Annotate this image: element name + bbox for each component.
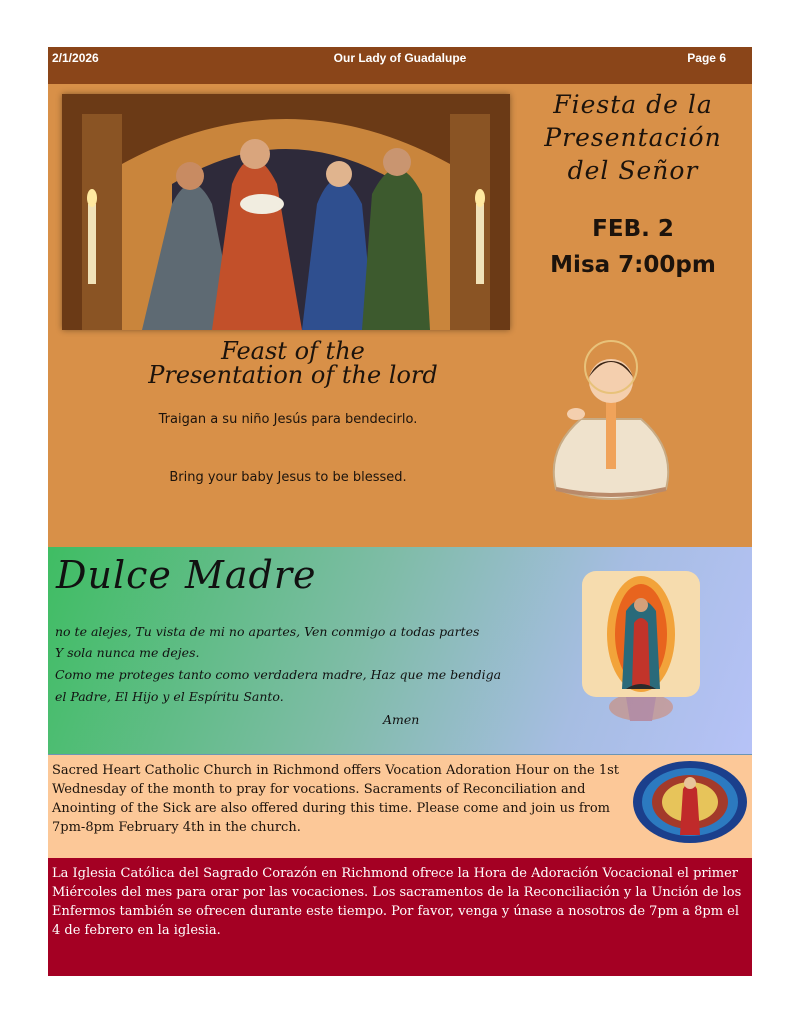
adoration-text-spanish: La Iglesia Católica del Sagrado Corazón en Richmond ofrece la Hora de Adoración Vocacional el primer Miércoles del mes para orar por las vocaciones. Los sacramentos de la Reconciliación y la Unción de los Enfermos también se ofrecen durante este tiempo. Por favor, venga y únase a nosotros de 7pm a 8pm el 4 de febrero en la iglesia. [52,866,742,938]
mass-time: Misa 7:00pm [550,252,716,278]
feast-date: FEB. 2 [592,216,674,242]
prayer-line: el Padre, El Hijo y el Espíritu Santo. [55,689,284,704]
feast-section [48,84,752,547]
adoration-text-english: Sacred Heart Catholic Church in Richmond offers Vocation Adoration Hour on the 1st Wednesday of the month to pray for vocations. Sacraments of Reconciliation and Anointing of the Sick are also offered during this time. Please come and join us from 7pm-8pm February 4th in the church. [52,763,619,835]
prayer-closing: Amen [383,712,420,727]
vocation-adoration-english [48,755,752,858]
feast-title-spanish-line: Fiesta de la [553,90,713,119]
our-lady-of-guadalupe-image [582,571,700,697]
feast-title-english [98,339,488,387]
prayer-line: no te alejes, Tu vista de mi no apartes, Ven conmigo a todas partes [55,624,480,639]
prayer-title: Dulce Madre [56,553,317,597]
feast-title-english-line: Feast of the [221,337,365,365]
prayer-line: Y sola nunca me dejes. [55,645,200,660]
feast-title-spanish-line: Presentación [544,123,722,152]
prayer-section [48,547,752,755]
blessing-message-english: Bring your baby Jesus to be blessed. [169,470,407,485]
vocation-adoration-spanish [48,858,752,976]
blessing-message-spanish: Traigan a su niño Jesús para bendecirlo. [158,412,418,427]
feast-title-spanish [518,88,748,187]
prayer-line: Como me proteges tanto como verdadera madre, Haz que me bendiga [55,667,502,682]
our-lady-of-guadalupe-reflection [582,697,700,737]
stained-glass-window-image [631,759,749,845]
presentation-painting [62,94,510,330]
feast-title-english-line: Presentation of the lord [148,361,438,389]
header-page-number: Page 6 [687,51,726,65]
header-parish-name: Our Lady of Guadalupe [333,51,467,65]
page-header [48,47,752,84]
header-date: 2/1/2026 [52,51,99,65]
feast-title-spanish-line: del Señor [567,156,699,185]
baby-jesus-statue-image [526,339,696,509]
